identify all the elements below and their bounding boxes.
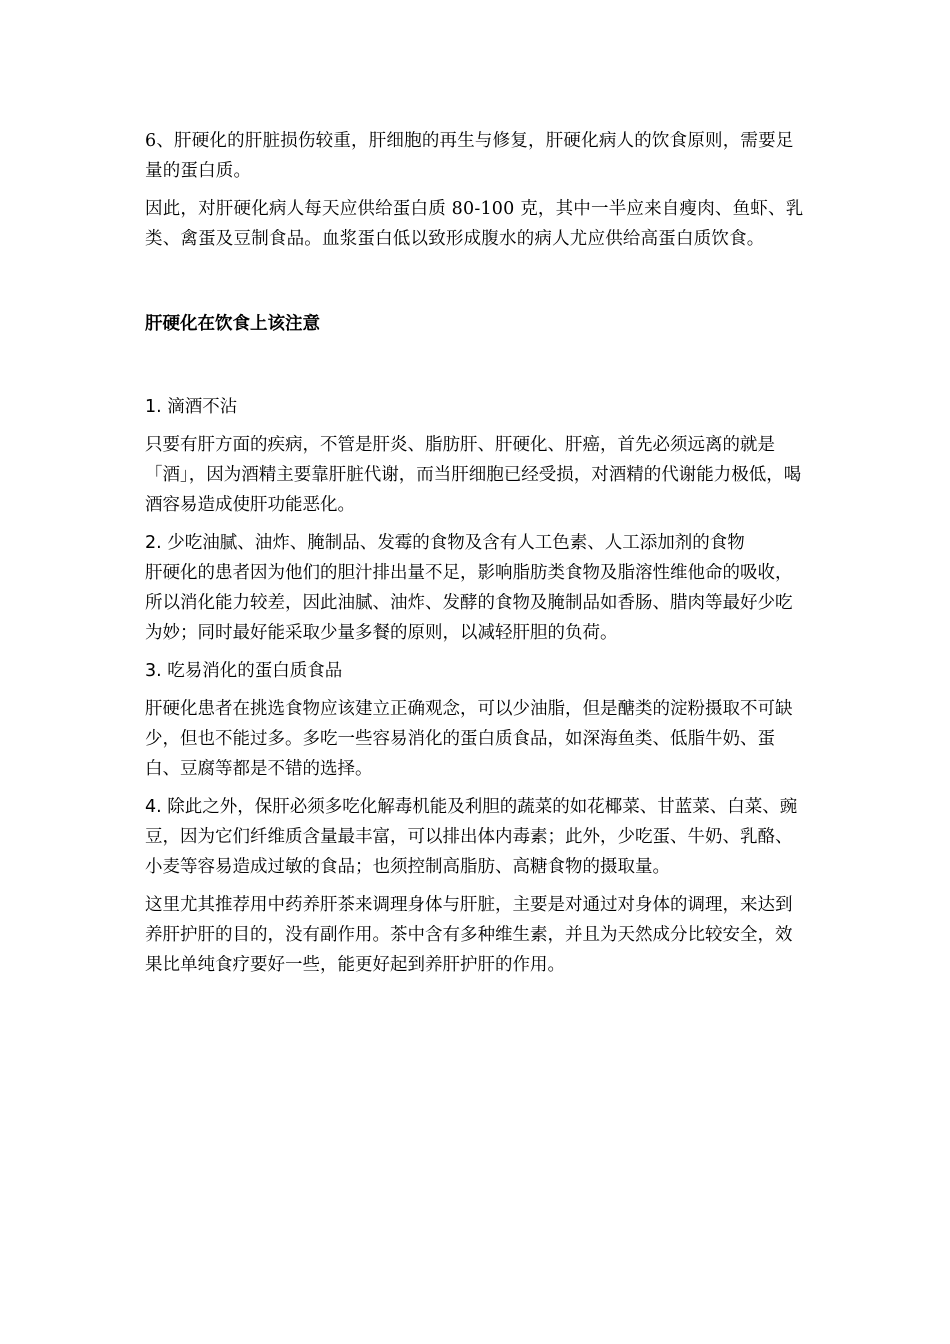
item-4-body: 4. 除此之外，保肝必须多吃化解毒机能及利胆的蔬菜的如花椰菜、甘蓝菜、白菜、豌豆，因为它们纤维质含量最丰富，可以排出体内毒素；此外，少吃蛋、牛奶、乳酪、小麦等容易造成过敏的食品；也须控制高脂肪、高糖食物的摄取量。 (145, 797, 798, 877)
item-3-title: 3. 吃易消化的蛋白质食品 (145, 661, 343, 681)
item-2-title: 2. 少吃油腻、油炸、腌制品、发霉的食物及含有人工色素、人工添加剂的食物 (145, 533, 745, 553)
item-1-title: 1. 滴酒不沾 (145, 397, 238, 417)
intro-paragraph-2: 因此，对肝硬化病人每天应供给蛋白质 80-100 克，其中一半应来自瘦肉、鱼虾、乳类、禽蛋及豆制食品。血浆蛋白低以致形成腹水的病人尤应供给高蛋白质饮食。 (145, 199, 804, 249)
closing-paragraph: 这里尤其推荐用中药养肝茶来调理身体与肝脏，主要是对通过对身体的调理，来达到养肝护肝的目的，没有副作用。茶中含有多种维生素，并且为天然成分比较安全，效果比单纯食疗要好一些，能更好起到养肝护肝的作用。 (145, 895, 793, 975)
item-1-body: 只要有肝方面的疾病，不管是肝炎、脂肪肝、肝硬化、肝癌，首先必须远离的就是「酒」，因为酒精主要靠肝脏代谢，而当肝细胞已经受损，对酒精的代谢能力极低，喝酒容易造成使肝功能恶化。 (145, 435, 802, 515)
item-2-body (145, 528, 807, 648)
section-heading: 肝硬化在饮食上该注意 (145, 314, 320, 334)
document-page (145, 126, 807, 988)
item-2-text: 肝硬化的患者因为他们的胆汁排出量不足，影响脂肪类食物及脂溶性维他命的吸收，所以消化能力较差，因此油腻、油炸、发酵的食物及腌制品如香肠、腊肉等最好少吃为妙；同时最好能采取少量多餐的原则，以减轻肝胆的负荷。 (145, 563, 793, 643)
intro-paragraph-1: 6、肝硬化的肝脏损伤较重，肝细胞的再生与修复，肝硬化病人的饮食原则，需要足量的蛋白质。 (145, 131, 794, 181)
item-3-body: 肝硬化患者在挑选食物应该建立正确观念，可以少油脂，但是醣类的淀粉摄取不可缺少，但也不能过多。多吃一些容易消化的蛋白质食品，如深海鱼类、低脂牛奶、蛋白、豆腐等都是不错的选择。 (145, 699, 793, 779)
